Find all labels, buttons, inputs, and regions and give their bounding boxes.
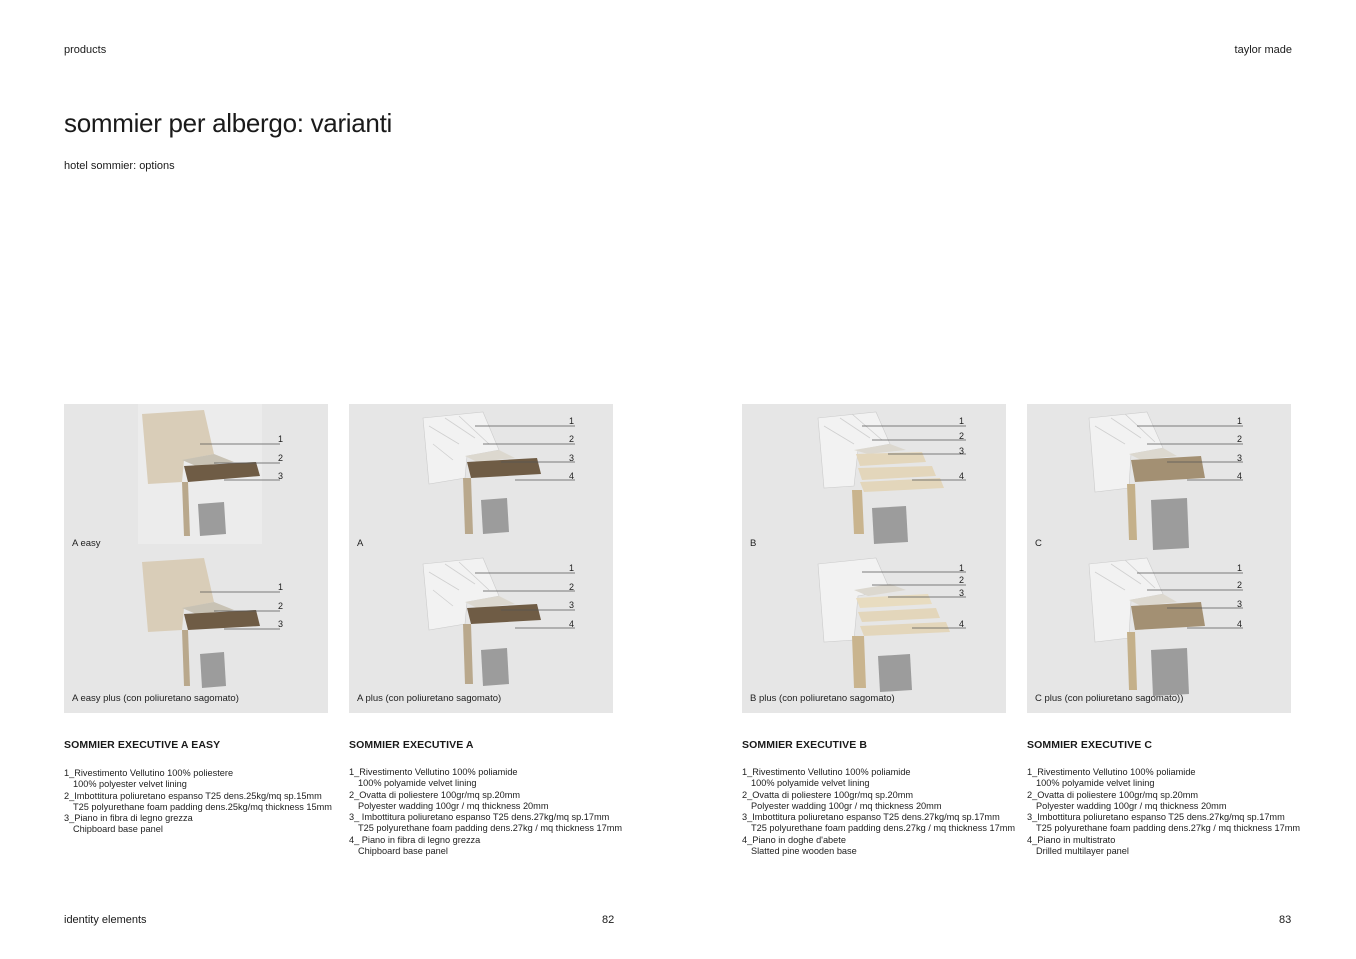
variant-caption: C	[1035, 538, 1042, 549]
spec-item: 2_Ovatta di poliestere 100gr/mq sp.20mm	[1027, 789, 1199, 800]
spec-item: 2_Imbottitura poliuretano espanso T25 dens.25kg/mq sp.15mm	[64, 790, 322, 801]
callout-label: 3	[278, 619, 284, 629]
callout-label: 2	[569, 582, 575, 592]
spec-item: 4_Piano in doghe d'abete	[742, 834, 846, 845]
callout-label: 3	[569, 453, 575, 463]
callout-label: 1	[569, 416, 575, 426]
spec-item: 1_Rivestimento Vellutino 100% poliamide	[349, 767, 518, 777]
cross-section-top	[423, 412, 541, 534]
column-heading: SOMMIER EXECUTIVE A	[349, 739, 474, 751]
spec-item-en: 100% polyamide velvet lining	[1036, 778, 1155, 789]
spec-item: 2_Ovatta di poliestere 100gr/mq sp.20mm	[349, 789, 521, 800]
callout-label: 2	[278, 601, 284, 611]
spec-item-en: Drilled multilayer panel	[1036, 846, 1129, 857]
section-label: products	[64, 44, 107, 56]
callout-label: 3	[569, 600, 575, 610]
spec-item: 4_Piano in multistrato	[1027, 834, 1116, 845]
cross-section-bottom	[423, 558, 541, 686]
callout-label: 2	[959, 431, 965, 441]
cross-section-top	[818, 412, 944, 544]
spec-item: 1_Rivestimento Vellutino 100% poliestere	[64, 768, 234, 778]
cross-section-bottom	[142, 558, 260, 688]
spec-item-en: T25 polyurethane foam padding dens.27kg / mq thickness 17mm	[358, 823, 623, 834]
page-number-left: 82	[602, 914, 615, 926]
footer-label: identity elements	[64, 914, 147, 926]
callout-label: 4	[959, 619, 965, 629]
spec-item-en: Chipboard base panel	[73, 824, 163, 835]
variant-caption: A easy	[72, 538, 101, 549]
spec-item: 3_ Imbottitura poliuretano espanso T25 dens.27kg/mq sp.17mm	[349, 812, 610, 823]
spec-item-en: 100% polyamide velvet lining	[358, 778, 477, 789]
brand-label: taylor made	[1234, 44, 1292, 56]
spec-item-en: 100% polyester velvet lining	[73, 779, 187, 790]
callout-label: 3	[1237, 453, 1243, 463]
variant-image-b	[742, 404, 1006, 713]
spec-item-en: Chipboard base panel	[358, 846, 448, 857]
callout-label: 1	[278, 434, 284, 444]
variant-image-a	[349, 404, 613, 713]
callout-label: 1	[278, 582, 284, 592]
spec-item: 1_Rivestimento Vellutino 100% poliamide	[742, 767, 911, 777]
callout-label: 3	[959, 446, 965, 456]
column-heading: SOMMIER EXECUTIVE B	[742, 739, 867, 751]
callout-label: 1	[1237, 416, 1243, 426]
callout-label: 4	[1237, 619, 1243, 629]
variant-plus-caption: B plus (con poliuretano sagomato)	[750, 693, 895, 704]
spec-item-en: T25 polyurethane foam padding dens.27kg / mq thickness 17mm	[1036, 823, 1301, 834]
spec-item-en: T25 polyurethane foam padding dens.27kg / mq thickness 17mm	[751, 823, 1016, 834]
callout-label: 1	[569, 563, 575, 573]
callout-label: 1	[959, 563, 965, 573]
variant-caption: B	[750, 538, 757, 549]
callout-label: 2	[1237, 434, 1243, 444]
callout-label: 3	[278, 471, 284, 481]
callout-label: 2	[278, 453, 284, 463]
spec-item-en: Polyester wadding 100gr / mq thickness 20mm	[751, 800, 942, 811]
spec-item-en: 100% polyamide velvet lining	[751, 778, 870, 789]
callout-label: 1	[1237, 563, 1243, 573]
page-title: sommier per albergo: varianti	[64, 108, 392, 138]
column-heading: SOMMIER EXECUTIVE C	[1027, 739, 1152, 751]
callout-label: 2	[1237, 580, 1243, 590]
spec-item: 1_Rivestimento Vellutino 100% poliamide	[1027, 767, 1196, 777]
spec-list-b	[742, 767, 1017, 857]
variant-caption: A	[357, 538, 364, 549]
page-subtitle: hotel sommier: options	[64, 160, 175, 172]
cross-section-bottom	[1089, 558, 1205, 696]
callout-label: 4	[569, 471, 575, 481]
spec-item: 3_Imbottitura poliuretano espanso T25 dens.27kg/mq sp.17mm	[1027, 812, 1285, 823]
cross-section-bottom	[818, 558, 950, 692]
callout-label: 2	[959, 575, 965, 585]
variant-image-c	[1027, 404, 1291, 713]
callout-label: 4	[569, 619, 575, 629]
cross-section-top	[1089, 412, 1205, 550]
callout-label: 3	[959, 588, 965, 598]
callout-label: 4	[959, 471, 965, 481]
page-number-right: 83	[1279, 914, 1292, 926]
spec-item: 2_Ovatta di poliestere 100gr/mq sp.20mm	[742, 789, 914, 800]
spec-item-en: Slatted pine wooden base	[751, 846, 857, 857]
spec-item-en: T25 polyurethane foam padding dens.25kg/mq thickness 15mm	[73, 801, 332, 812]
column-heading: SOMMIER EXECUTIVE A EASY	[64, 739, 221, 751]
spec-item: 4_ Piano in fibra di legno grezza	[349, 834, 481, 845]
spec-item: 3_Piano in fibra di legno grezza	[64, 813, 193, 824]
callout-label: 2	[569, 434, 575, 444]
spec-list-a	[349, 767, 624, 857]
callout-label: 3	[1237, 599, 1243, 609]
variant-image-a-easy	[64, 404, 328, 713]
variant-plus-caption: C plus (con poliuretano sagomato))	[1035, 693, 1184, 704]
variant-plus-caption: A plus (con poliuretano sagomato)	[357, 693, 502, 704]
spec-list-a-easy	[64, 768, 339, 836]
spec-item-en: Polyester wadding 100gr / mq thickness 20mm	[1036, 800, 1227, 811]
spec-item-en: Polyester wadding 100gr / mq thickness 20mm	[358, 800, 549, 811]
callout-label: 1	[959, 416, 965, 426]
spec-item: 3_Imbottitura poliuretano espanso T25 dens.27kg/mq sp.17mm	[742, 812, 1000, 823]
callout-label: 4	[1237, 471, 1243, 481]
variant-plus-caption: A easy plus (con poliuretano sagomato)	[72, 693, 239, 704]
spec-list-c	[1027, 767, 1302, 857]
